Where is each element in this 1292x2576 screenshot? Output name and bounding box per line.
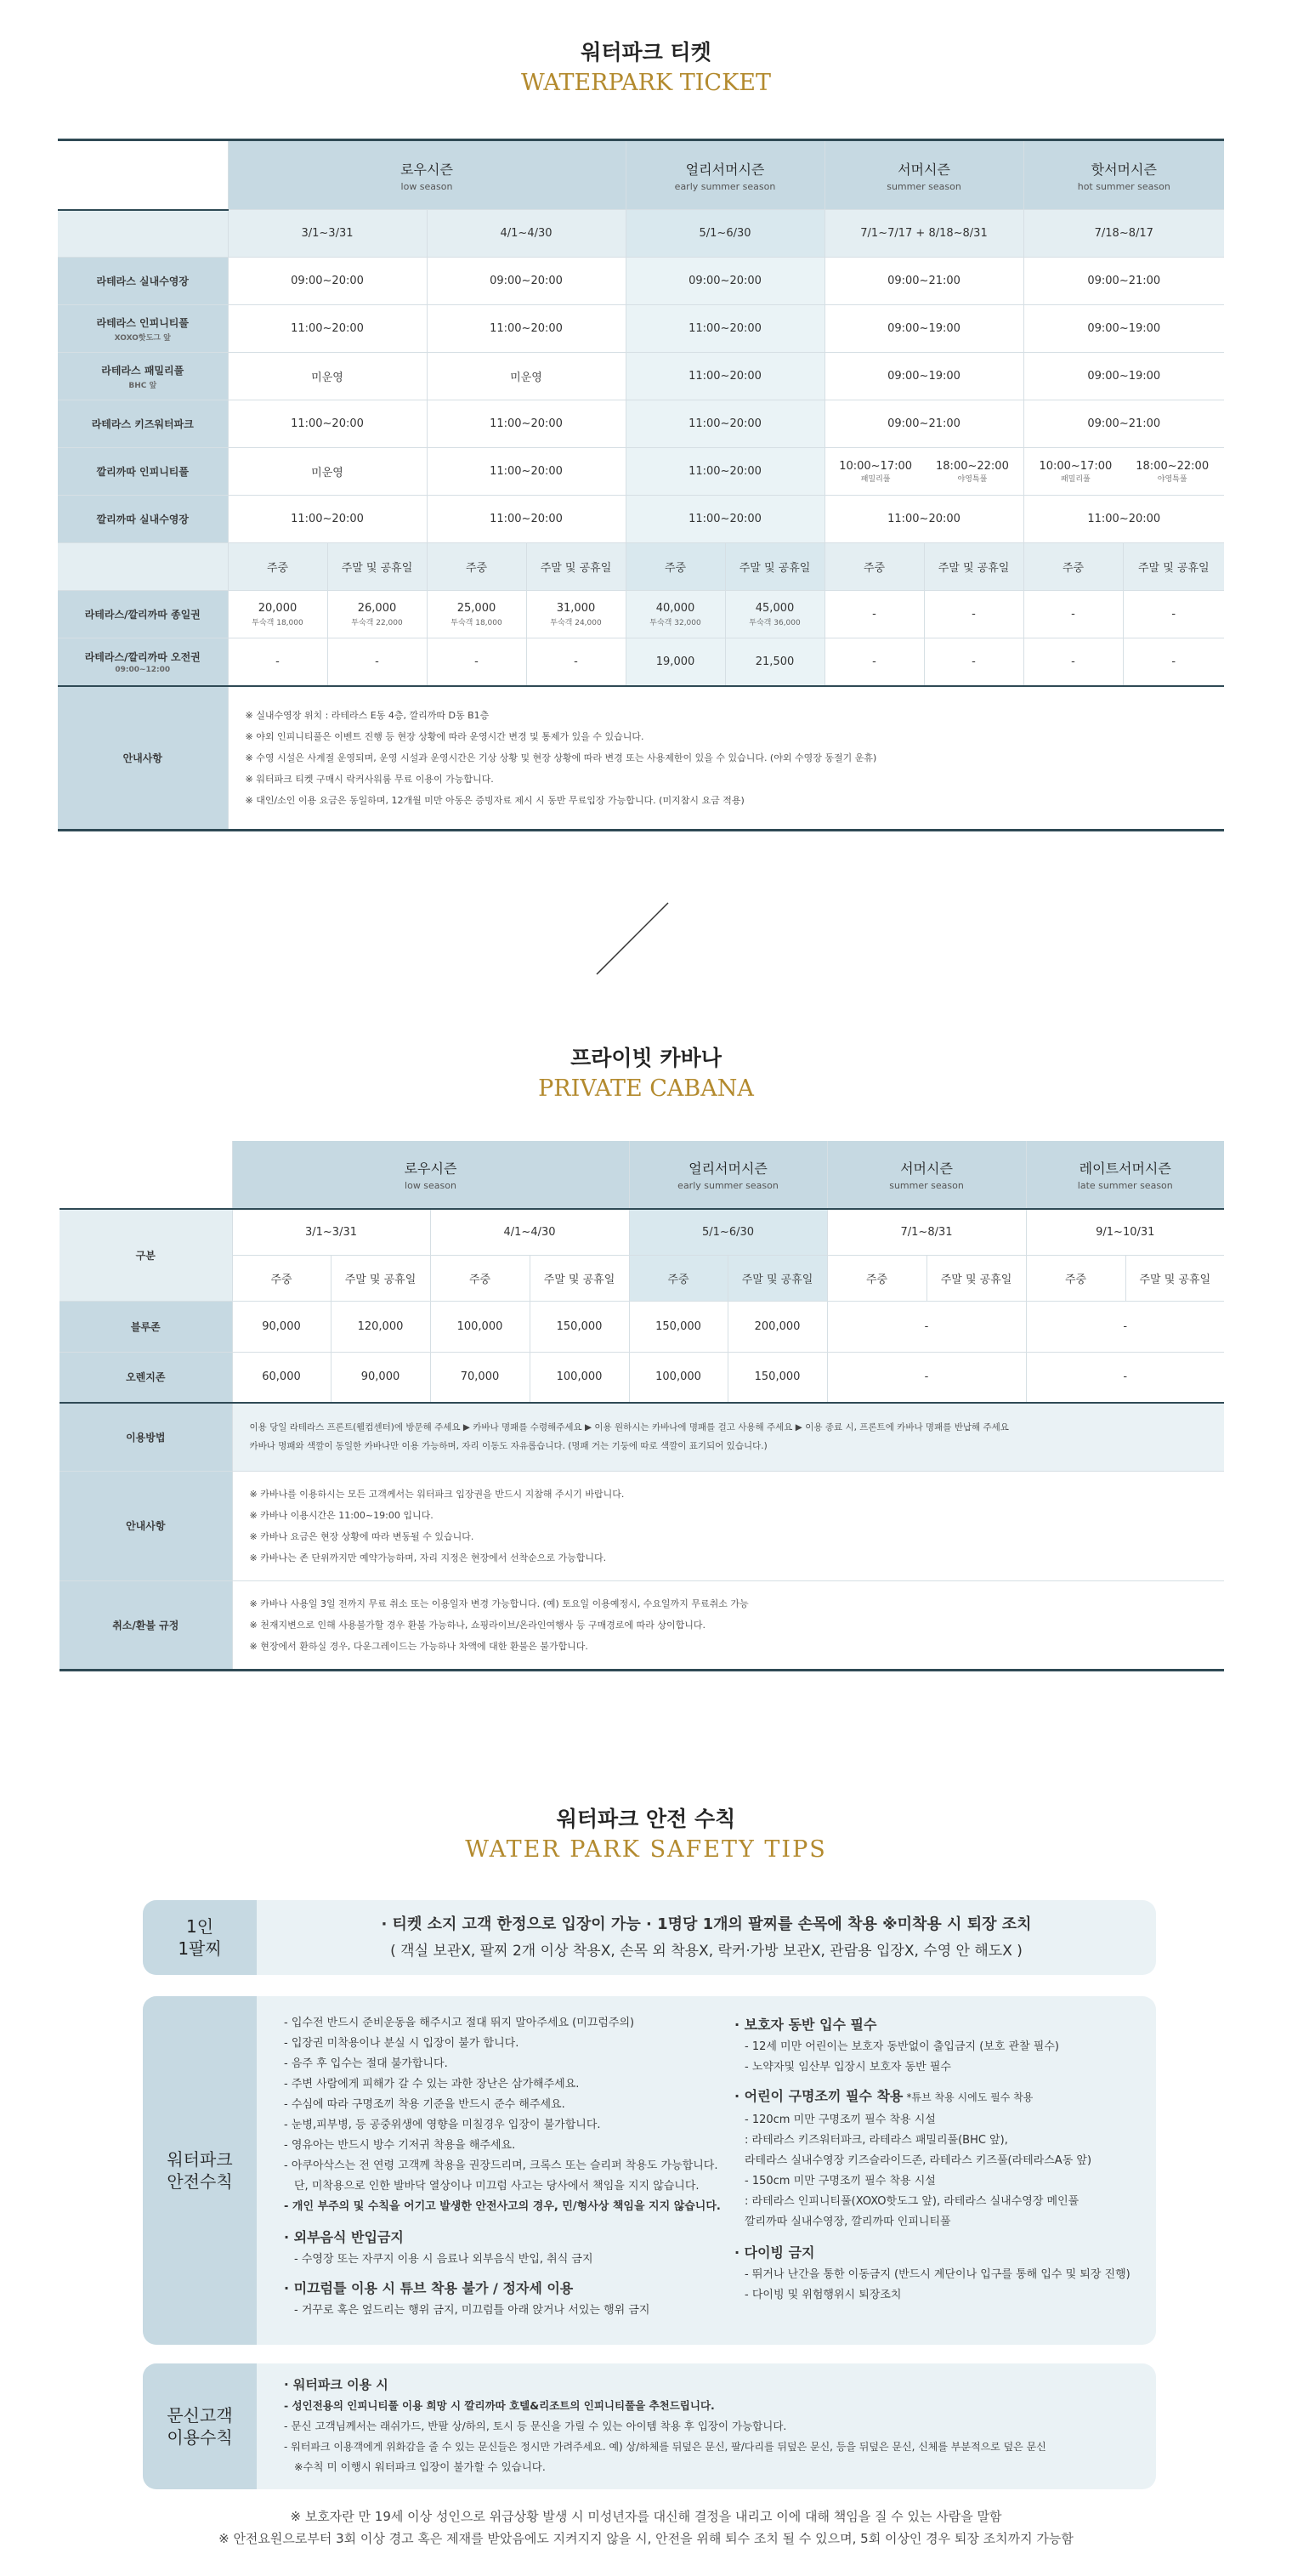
cabana-cancel-row: 취소/환불 규정 ※ 카바나 사용일 3일 전까지 무료 취소 또는 이용일자 변경 가능합니다. (예) 토요일 이용예정시, 수요일까지 무료취소 가능 ※ 천재지변으로 인해 사용불가할 경우 환불 가능하나, 쇼핑라이브/온라인여행사 등 구매경로에 따라 상이합니다. ※ 현장에서 환하실 경우, 다운그레이드는 가능하나 차액에 대한 환불은 불가합니다. — [60, 1580, 1224, 1670]
ticket-season-summer: 서머시즌 summer season — [824, 140, 1023, 210]
ticket-title-ko: 워터파크 티켓 — [581, 40, 711, 65]
table-row: 오렌지존 60,000 90,000 70,000 100,000 100,000 150,000 - - — [60, 1352, 1224, 1403]
safety-box-label: 워터파크 안전수칙 — [143, 1996, 257, 2345]
cabana-season-summer: 서머시즌 summer season — [827, 1141, 1026, 1209]
cabana-title-ko: 프라이빗 카바나 — [570, 1046, 722, 1070]
ticket-season-early: 얼리서머시즌 early summer season — [626, 140, 824, 210]
cabana-usage-row: 이용방법 이용 당일 라테라스 프론트(웰컴센터)에 방문해 주세요 ▶ 카바나 명패를 수령해주세요 ▶ 이용 원하시는 카바나에 명패를 걸고 사용해 주세요 ▶ 이용 종료 시, 프론트에 카바나 명패를 반납해 주세요 카바나 명패와 색깔이 동일한 카바나만 이용 가능하며, 자리 이동도 자유롭습니다. (명패 거는 기둥에 따로 색깔이 표기되어 있습니다.) — [60, 1403, 1224, 1471]
table-row: 깔리까따 인피니티풀 미운영 11:00~20:00 11:00~20:00 10:00~17:00 패밀리풀 18:00~22:00 야영특풀 10:00~17:00 패밀리풀 18:00~22:00 야영특풀 — [58, 448, 1224, 496]
cabana-season-late: 레이트서머시즌 late summer season — [1026, 1141, 1224, 1209]
table-row: 블루존 90,000 120,000 100,000 150,000 150,000 200,000 - - — [60, 1301, 1224, 1352]
safety-box-label: 1인 1팔찌 — [143, 1900, 257, 1975]
day-header-row: 주중 주말 및 공휴일 주중 주말 및 공휴일 주중 주말 및 공휴일 주중 주말 및 공휴일 주중 주말 및 공휴일 — [58, 543, 1224, 591]
ticket-period: 7/1~7/17 + 8/18~8/31 — [824, 210, 1023, 258]
ticket-period: 3/1~3/31 — [228, 210, 427, 258]
day-header-row: 주중 주말 및 공휴일 주중 주말 및 공휴일 주중 주말 및 공휴일 주중 주말 및 공휴일 주중 주말 및 공휴일 — [60, 1255, 1224, 1301]
safety-box-rules: 워터파크 안전수칙 - 입수전 반드시 준비운동을 해주시고 절대 뛰지 말아주세요 (미끄럼주의) - 입장권 미착용이나 분실 시 입장이 불가 합니다. - 음주 후 입수는 절대 불가합니다. - 주변 사람에게 피해가 갈 수 있는 과한 장난은 삼가해주세요. - 수심에 따라 구명조끼 착용 기준을 반드시 준수 해주세요. - 눈병,피부병, 등 공중위생에 영향을 미칠경우 입장이 불가합니다. - 영유아는 반드시 방수 기저귀 착용을 해주세요. - 아쿠아삭스는 전 연령 고객께 착용을 권장드리며, 크록스 또는 슬리퍼 착용도 가능합니다. 단, 미착용으로 인한 발바닥 열상이나 미끄럼 사고는 당사에서 책임을 지지 않습니다. - 개인 부주의 및 수칙을 어기고 발생한 안전사고의 경우, 민/형사상 책임을 지지 않습니다. · 외부음식 반입금지 - 수영장 또는 자쿠지 이용 시 음료나 외부음식 반입, 취식 금지 · 미끄럼틀 이용 시 튜브 착용 불가 / 정자세 이용 - 거꾸로 혹은 엎드리는 행위 금지, 미끄럼틀 아래 앉거나 서있는 행위 금지 · 보호자 동반 입수 필수 - 12세 미만 어린이는 보호자 동반없이 출입금지 (보호 관찰 필수) - 노약자및 임산부 입장시 보호자 동반 필수 · 어린이 구명조끼 필수 착용 *튜브 착용 시에도 필수 착용 - 120cm 미만 구명조끼 필수 착용 시설 : 라테라스 키즈워터파크, 라테라스 패밀리풀(BHC 앞), 라테라스 실내수영장 키즈슬라이드존, 라테라스 키즈풀(라테라스A동 앞) - 150cm 미만 구명조끼 필수 착용 시설 : 라테라스 인피니티풀(XOXO핫도그 앞), 라테라스 실내수영장 메인풀 깔리까따 실내수영장, 깔리까따 인피니티풀 · 다이빙 금지 - 뛰거나 난간을 통한 이동금지 (반드시 계단이나 입구를 통해 입수 및 퇴장 진행) - 다이빙 및 위험행위시 퇴장조치 — [143, 1996, 1156, 2345]
table-row: 라테라스 패밀리풀 BHC 앞 미운영 미운영 11:00~20:00 09:00~19:00 09:00~19:00 — [58, 353, 1224, 400]
cabana-table: 로우시즌 low season 얼리서머시즌 early summer season 서머시즌 summer season 레이트서머시즌 late summer season 구분 3/1~3/31 4/1~4/30 5/1~6/30 7/1~8/31 9/1~10/31 주중 주말 및 공휴일 주중 주말 및 공휴일 주중 주말 및 공휴일 주중 주말 및 공휴일 주중 주말 및 공휴일 블루존 90,000 120,000 100,000 150,000 150,000 200,000 - - 오렌지존 60,000 90,000 70,000 100,000 100,000 150,000 - - 이용방법 이용 당일 라테라스 프론트(웰컴센터)에 방문해 주세요 ▶ 카바나 명패를 수령해주세요 ▶ 이용 원하시는 카바나에 명패를 걸고 사용해 주세요 ▶ 이용 종료 시, 프론트에 카바나 명패를 반납해 주세요 카바나 명패와 색깔이 동일한 카바나만 이용 가능하며, 자리 이동도 자유롭습니다. (명패 거는 기둥에 따로 색깔이 표기되어 있습니다.) 안내사항 ※ 카바나를 이용하시는 모든 고객께서는 워터파크 입장권을 반드시 지참해 주시기 바랍니다. ※ 카바나 이용시간은 11:00~19:00 입니다. ※ 카바나 요금은 현장 상황에 따라 변동될 수 있습니다. ※ 카바나는 존 단위까지만 예약가능하며, 자리 지정은 현장에서 선착순으로 가능합니다. 취소/환불 규정 ※ 카바나 사용일 3일 전까지 무료 취소 또는 이용일자 변경 가능합니다. (예) 토요일 이용예정시, 수요일까지 무료취소 가능 ※ 천재지변으로 인해 사용불가할 경우 환불 가능하나, 쇼핑라이브/온라인여행사 등 구매경로에 따라 상이합니다. ※ 현장에서 환하실 경우, 다운그레이드는 가능하나 차액에 대한 환불은 불가합니다. — [60, 1141, 1224, 1671]
safety-title-ko: 워터파크 안전 수칙 — [556, 1807, 736, 1831]
cabana-category-label: 구분 — [60, 1209, 232, 1301]
ticket-title-en: WATERPARK TICKET — [521, 70, 771, 96]
cabana-season-low: 로우시즌 low season — [232, 1141, 629, 1209]
ticket-season-hot: 핫서머시즌 hot summer season — [1023, 140, 1224, 210]
table-row: 라테라스 인피니티풀 XOXO핫도그 앞 11:00~20:00 11:00~20:00 11:00~20:00 09:00~19:00 09:00~19:00 — [58, 305, 1224, 353]
cabana-notice-row: 안내사항 ※ 카바나를 이용하시는 모든 고객께서는 워터파크 입장권을 반드시 지참해 주시기 바랍니다. ※ 카바나 이용시간은 11:00~19:00 입니다. ※ 카바나 요금은 현장 상황에 따라 변동될 수 있습니다. ※ 카바나는 존 단위까지만 예약가능하며, 자리 지정은 현장에서 선착순으로 가능합니다. — [60, 1471, 1224, 1580]
divider-slash — [595, 899, 672, 976]
table-row: 라테라스/깔리까따 종일권 20,000 투숙객 18,000 26,000 투숙객 22,000 25,000 투숙객 18,000 31,000 투숙객 24,000 40,000 투숙객 32,000 45,000 투숙객 36,000 - - - - — [58, 591, 1224, 638]
table-row: 라테라스 키즈워터파크 11:00~20:00 11:00~20:00 11:00~20:00 09:00~21:00 09:00~21:00 — [58, 400, 1224, 448]
ticket-table — [58, 139, 1224, 831]
table-row: 깔리까따 실내수영장 11:00~20:00 11:00~20:00 11:00~20:00 11:00~20:00 11:00~20:00 — [58, 496, 1224, 543]
ticket-period: 7/18~8/17 — [1023, 210, 1224, 258]
ticket-notice-row: 안내사항 ※ 실내수영장 위치 : 라테라스 E동 4층, 깔리까따 D동 B1층 ※ 야외 인피니티풀은 이벤트 진행 등 현장 상황에 따라 운영시간 변경 및 통제가 있을 수 있습니다. ※ 수영 시설은 사계절 운영되며, 운영 시설과 운영시간은 기상 상황 및 현장 상황에 따라 변경 또는 사용제한이 있을 수 있습니다. (야외 수영장 동절기 운휴) ※ 워터파크 티켓 구매시 락커사워룸 무료 이용이 가능합니다. ※ 대인/소인 이용 요금은 동일하며, 12개월 미만 아동은 증빙자료 제시 시 동반 무료입장 가능합니다. (미지참시 요금 적용) — [58, 686, 1224, 831]
safety-box-label: 문신고객 이용수칙 — [143, 2363, 257, 2489]
table-row: 라테라스 실내수영장 09:00~20:00 09:00~20:00 09:00~20:00 09:00~21:00 09:00~21:00 — [58, 258, 1224, 305]
safety-box-tattoo: 문신고객 이용수칙 · 워터파크 이용 시 - 성인전용의 인피니티풀 이용 희망 시 깔리까따 호텔&리조트의 인피니티풀을 추천드립니다. - 문신 고객님께서는 래쉬가드, 반팔 상/하의, 토시 등 문신을 가릴 수 있는 아이템 착용 후 입장이 가능합니다. - 워터파크 이용객에게 위화감을 줄 수 있는 문신들은 정시만 가려주세요. 예) 상/하체를 뒤덮은 문신, 팔/다리를 뒤덮은 문신, 등을 뒤덮은 문신, 신체를 부분적으로 덮은 문신 ※수칙 미 이행시 워터파크 입장이 불가할 수 있습니다. — [143, 2363, 1156, 2489]
safety-footer: ※ 보호자란 만 19세 이상 성인으로 위급상황 발생 시 미성년자를 대신해 결정을 내리고 이에 대해 책임을 질 수 있는 사람을 말함 ※ 안전요원으로부터 3회 이상 경고 혹은 제재를 받았음에도 지켜지지 않을 시, 안전을 위해 퇴수 조치 될 수 있으며, 5회 이상인 경우 퇴장 조치까지 가능함 — [218, 2509, 1074, 2546]
table-row: 라테라스/깔리까따 오전권 09:00~12:00 - - - - 19,000 21,500 - - - - — [58, 638, 1224, 686]
safety-title-en: WATER PARK SAFETY TIPS — [465, 1836, 827, 1863]
cabana-season-early: 얼리서머시즌 early summer season — [629, 1141, 827, 1209]
ticket-period: 5/1~6/30 — [626, 210, 824, 258]
cabana-title-en: PRIVATE CABANA — [538, 1075, 754, 1102]
ticket-period: 4/1~4/30 — [427, 210, 626, 258]
ticket-season-low: 로우시즌 low season — [228, 140, 626, 210]
safety-box-bracelet: 1인 1팔찌 · 티켓 소지 고객 한정으로 입장이 가능 · 1명당 1개의 팔찌를 손목에 착용 ※미착용 시 퇴장 조치 ( 객실 보관X, 팔찌 2개 이상 착용X, 손목 외 착용X, 락커·가방 보관X, 관람용 입장X, 수영 안 해도X ) — [143, 1900, 1156, 1975]
